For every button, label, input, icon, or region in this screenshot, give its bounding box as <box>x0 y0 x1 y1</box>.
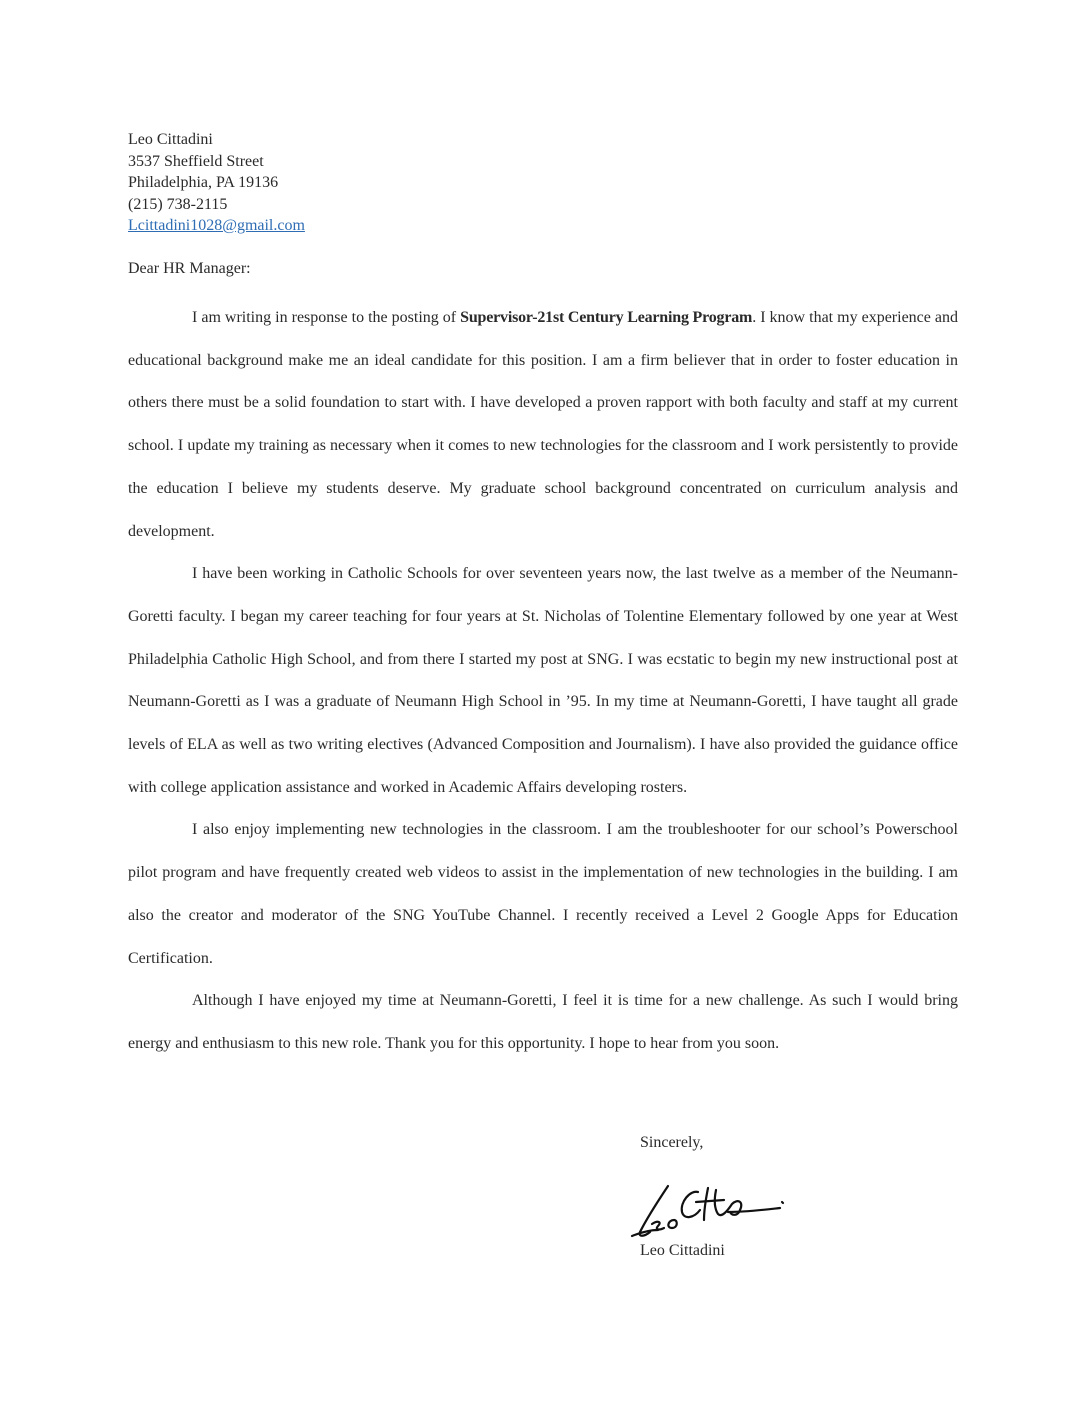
paragraph-1 <box>128 297 958 553</box>
letter-body <box>128 297 958 1066</box>
paragraph-1-intro: I am writing in response to the posting of <box>192 309 461 326</box>
sender-city-state-zip: Philadelphia, PA 19136 <box>128 174 279 191</box>
paragraph-1-rest: . I know that my experience and educational background make me an ideal candidate for this position. I am a firm believer that in order to foster education in others there must be a solid foundation to start with. I have developed a proven rapport with both faculty and staff at my current school. I update my training as necessary when it comes to new technologies for the classroom and I work persistently to provide the education I believe my students deserve. My graduate school background concentrated on curriculum analysis and development. <box>128 309 959 540</box>
salutation: Dear HR Manager: <box>128 260 251 277</box>
closing: Sincerely, <box>640 1134 704 1151</box>
sender-address-block <box>128 129 305 237</box>
signer-name: Leo Cittadini <box>640 1242 725 1259</box>
sender-name: Leo Cittadini <box>128 131 213 148</box>
sender-phone: (215) 738-2115 <box>128 195 228 213</box>
paragraph-3: I also enjoy implementing new technologies in the classroom. I am the troubleshooter for our school’s Powerschool pilot program and have frequently created web videos to assist in the implementation of new technologies in the building. I am also the creator and moderator of the SNG YouTube Channel. I recently received a Level 2 Google Apps for Education Certification. <box>128 821 958 967</box>
handwritten-signature <box>628 1180 788 1242</box>
position-title: Supervisor-21st Century Learning Program <box>460 309 753 326</box>
paragraph-4: Although I have enjoyed my time at Neumann-Goretti, I feel it is time for a new challenge. As such I would bring energy and enthusiasm to this new role. Thank you for this opportunity. I hope to hear from you soon. <box>128 992 958 1052</box>
paragraph-2: I have been working in Catholic Schools for over seventeen years now, the last twelve as a member of the Neumann-Goretti faculty. I began my career teaching for four years at St. Nicholas of Tolentine Elementary followed by one year at West Philadelphia Catholic High School, and from there I started my post at SNG. I was ecstatic to begin my new instructional post at Neumann-Goretti as I was a graduate of Neumann High School in ’95. In my time at Neumann-Goretti, I have taught all grade levels of ELA as well as two writing electives (Advanced Composition and Journalism). I have also provided the guidance office with college application assistance and worked in Academic Affairs developing rosters. <box>128 565 958 796</box>
sender-email-link[interactable]: Lcittadini1028@gmail.com <box>128 217 305 234</box>
sender-street: 3537 Sheffield Street <box>128 152 264 170</box>
